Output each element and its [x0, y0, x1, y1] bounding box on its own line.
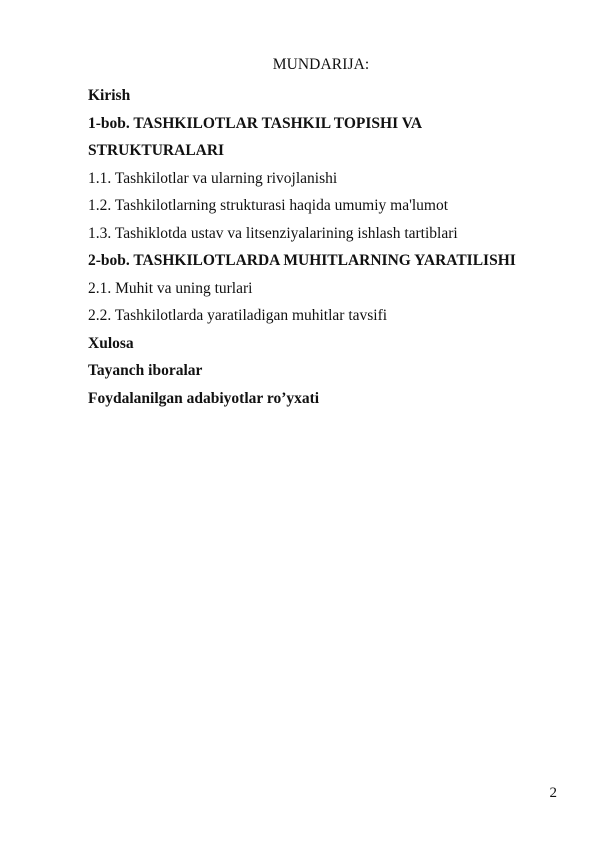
toc-entry-conclusion: Xulosa — [88, 334, 134, 352]
toc-entry-section-2-1: 2.1. Muhit va uning turlari — [88, 279, 253, 297]
toc-entry-section-1-3: 1.3. Tashiklotda ustav va litsenziyalarining ishlash tartiblari — [88, 224, 458, 242]
page-number: 2 — [549, 785, 557, 801]
toc-entry-references: Foydalanilgan adabiyotlar ro’yxati — [88, 389, 320, 407]
page-title: MUNDARIJA: — [272, 56, 370, 73]
toc-entry-chapter-1: 1-bob. TASHKILOTLAR TASHKIL TOPISHI VA — [88, 114, 423, 132]
toc-entry-section-1-2: 1.2. Tashkilotlarning strukturasi haqida umumiy ma'lumot — [88, 197, 449, 214]
toc-entry-chapter-2: 2-bob. TASHKILOTLARDA MUHITLARNING YARATILISHI — [88, 252, 516, 269]
toc-entry-section-1-1: 1.1. Tashkilotlar va ularning rivojlanishi — [88, 169, 338, 187]
toc-entry-chapter-1-continued: STRUKTURALARI — [88, 142, 225, 159]
toc-entry-introduction: Kirish — [88, 87, 131, 104]
toc-entry-key-terms: Tayanch iboralar — [88, 362, 203, 379]
toc-entry-section-2-2: 2.2. Tashkilotlarda yaratiladigan muhitlar tavsifi — [88, 307, 388, 324]
table-of-contents — [88, 82, 558, 412]
